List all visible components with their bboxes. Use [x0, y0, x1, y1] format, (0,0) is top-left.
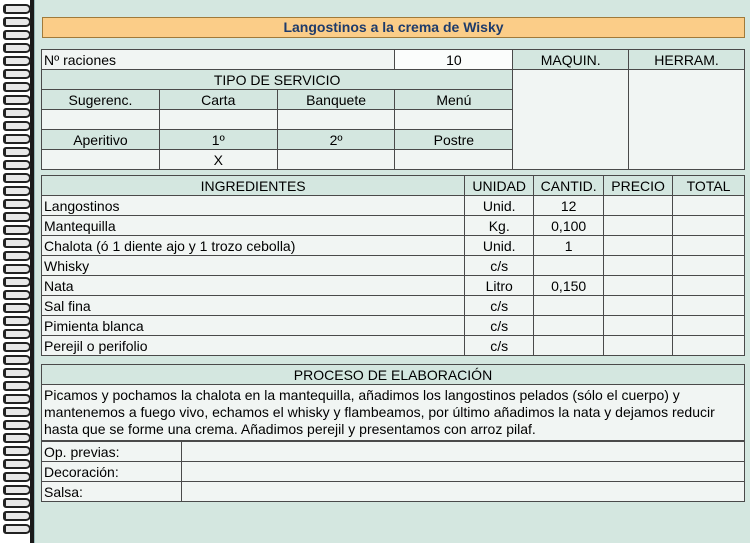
- extras-table: [41, 441, 745, 502]
- servicio-segundo: 2º: [277, 130, 395, 150]
- spiral-loop: [3, 173, 31, 183]
- header-table: [41, 49, 745, 170]
- ingredient-qty: [534, 256, 604, 276]
- maquin-box: [513, 70, 629, 170]
- ingredient-unit: c/s: [465, 296, 534, 316]
- decoracion-field: [181, 462, 744, 482]
- recipe-title: Langostinos a la crema de Wisky: [42, 17, 745, 38]
- ingredient-total: [673, 236, 745, 256]
- spiral-loop: [3, 290, 31, 300]
- ingredient-unit: Unid.: [465, 196, 534, 216]
- spiral-loop: [3, 69, 31, 79]
- recipe-card: [34, 0, 750, 543]
- ingredient-price: [604, 256, 673, 276]
- proceso-title: PROCESO DE ELABORACIÓN: [42, 365, 745, 385]
- spiral-loop: [3, 212, 31, 222]
- ingredient-name: Langostinos: [42, 196, 465, 216]
- spiral-loop: [3, 368, 31, 378]
- ingredient-total: [673, 276, 745, 296]
- spiral-loop: [3, 355, 31, 365]
- ingredient-price: [604, 296, 673, 316]
- spiral-loop: [3, 160, 31, 170]
- spiral-loop: [3, 264, 31, 274]
- ingredient-name: Pimienta blanca: [42, 316, 465, 336]
- spiral-loop: [3, 30, 31, 40]
- table-row: [42, 276, 745, 296]
- ingredient-price: [604, 236, 673, 256]
- spiral-loop: [3, 511, 31, 521]
- ingredient-name: Chalota (ó 1 diente ajo y 1 trozo cebolla): [42, 236, 465, 256]
- herram-box: [629, 70, 745, 170]
- spiral-loop: [3, 420, 31, 430]
- col-ingredientes: INGREDIENTES: [42, 176, 465, 196]
- spiral-loop: [3, 407, 31, 417]
- ingredient-unit: c/s: [465, 256, 534, 276]
- ingredient-price: [604, 276, 673, 296]
- servicio-carta: Carta: [159, 90, 277, 110]
- decoracion-label: Decoración:: [42, 462, 182, 482]
- servicio-primero: 1º: [159, 130, 277, 150]
- spiral-loop: [3, 498, 31, 508]
- op-previas-field: [181, 442, 744, 462]
- spiral-loop: [3, 381, 31, 391]
- spiral-loop: [3, 108, 31, 118]
- herram-label: HERRAM.: [629, 50, 745, 70]
- ingredient-qty: 1: [534, 236, 604, 256]
- proceso-table: [41, 364, 745, 441]
- ingredient-qty: [534, 296, 604, 316]
- table-row: [42, 236, 745, 256]
- ingredient-qty: 12: [534, 196, 604, 216]
- spiral-loop: [3, 95, 31, 105]
- salsa-field: [181, 482, 744, 502]
- ingredient-unit: c/s: [465, 316, 534, 336]
- spiral-loop: [3, 251, 31, 261]
- servicio-sugerenc: Sugerenc.: [42, 90, 160, 110]
- spiral-loop: [3, 485, 31, 495]
- servicio-banquete: Banquete: [277, 90, 395, 110]
- servicio-value-cell: [42, 150, 160, 170]
- spiral-loop: [3, 199, 31, 209]
- spiral-loop: [3, 472, 31, 482]
- raciones-label: Nº raciones: [42, 50, 395, 70]
- spiral-loop: [3, 394, 31, 404]
- ingredient-price: [604, 336, 673, 356]
- ingredient-unit: Litro: [465, 276, 534, 296]
- table-row: [42, 256, 745, 276]
- ingredients-header-row: [42, 176, 745, 196]
- spiral-loop: [3, 17, 31, 27]
- ingredient-name: Nata: [42, 276, 465, 296]
- ingredient-name: Perejil o perifolio: [42, 336, 465, 356]
- spiral-loop: [3, 342, 31, 352]
- spiral-loop: [3, 43, 31, 53]
- servicio-value-cell: [42, 110, 160, 130]
- table-row: [42, 196, 745, 216]
- op-previas-label: Op. previas:: [42, 442, 182, 462]
- table-row: [42, 296, 745, 316]
- ingredient-total: [673, 256, 745, 276]
- ingredient-name: Sal fina: [42, 296, 465, 316]
- ingredient-qty: 0,150: [534, 276, 604, 296]
- col-total: TOTAL: [673, 176, 745, 196]
- servicio-value-cell: [277, 150, 395, 170]
- ingredient-qty: [534, 336, 604, 356]
- spiral-loop: [3, 82, 31, 92]
- spiral-loop: [3, 134, 31, 144]
- ingredient-price: [604, 316, 673, 336]
- col-unidad: UNIDAD: [465, 176, 534, 196]
- ingredient-name: Mantequilla: [42, 216, 465, 236]
- table-row: [42, 316, 745, 336]
- ingredient-unit: Kg.: [465, 216, 534, 236]
- ingredient-unit: c/s: [465, 336, 534, 356]
- ingredient-name: Whisky: [42, 256, 465, 276]
- servicio-aperitivo: Aperitivo: [42, 130, 160, 150]
- ingredient-unit: Unid.: [465, 236, 534, 256]
- raciones-value: 10: [395, 50, 513, 70]
- ingredient-total: [673, 216, 745, 236]
- servicio-postre: Postre: [395, 130, 513, 150]
- table-row: [42, 336, 745, 356]
- servicio-value-cell: [277, 110, 395, 130]
- ingredient-price: [604, 196, 673, 216]
- servicio-value-cell: [159, 110, 277, 130]
- servicio-menu: Menú: [395, 90, 513, 110]
- ingredient-total: [673, 296, 745, 316]
- spiral-loop: [3, 147, 31, 157]
- spiral-loop: [3, 316, 31, 326]
- servicio-value-cell: [395, 110, 513, 130]
- spiral-loop: [3, 433, 31, 443]
- servicio-title: TIPO DE SERVICIO: [42, 70, 513, 90]
- ingredient-total: [673, 196, 745, 216]
- ingredient-qty: [534, 316, 604, 336]
- servicio-value-cell: X: [159, 150, 277, 170]
- ingredient-total: [673, 316, 745, 336]
- spiral-loop: [3, 186, 31, 196]
- table-row: [42, 216, 745, 236]
- salsa-label: Salsa:: [42, 482, 182, 502]
- spiral-loop: [3, 277, 31, 287]
- spiral-loop: [3, 4, 31, 14]
- spiral-loop: [3, 238, 31, 248]
- col-cantid: CANTID.: [534, 176, 604, 196]
- col-precio: PRECIO: [604, 176, 673, 196]
- ingredient-price: [604, 216, 673, 236]
- spiral-loop: [3, 303, 31, 313]
- proceso-text: Picamos y pochamos la chalota en la mantequilla, añadimos los langostinos pelados (sólo el cuerpo) y mantenemos a fuego vivo, echamos el whisky y flambeamos, por último añadimos la nata y dejamos reducir hasta que se forme una crema. Añadimos perejil y presentamos con arroz pilaf.: [42, 385, 745, 441]
- spiral-loop: [3, 56, 31, 66]
- spiral-loop: [3, 524, 31, 534]
- ingredient-qty: 0,100: [534, 216, 604, 236]
- spiral-loop: [3, 121, 31, 131]
- spiral-loop: [3, 446, 31, 456]
- ingredient-total: [673, 336, 745, 356]
- ingredients-table: [41, 175, 745, 356]
- spiral-loop: [3, 225, 31, 235]
- spiral-loop: [3, 329, 31, 339]
- maquin-label: MAQUIN.: [513, 50, 629, 70]
- spiral-loop: [3, 459, 31, 469]
- spiral-binding: [0, 0, 34, 543]
- servicio-value-cell: [395, 150, 513, 170]
